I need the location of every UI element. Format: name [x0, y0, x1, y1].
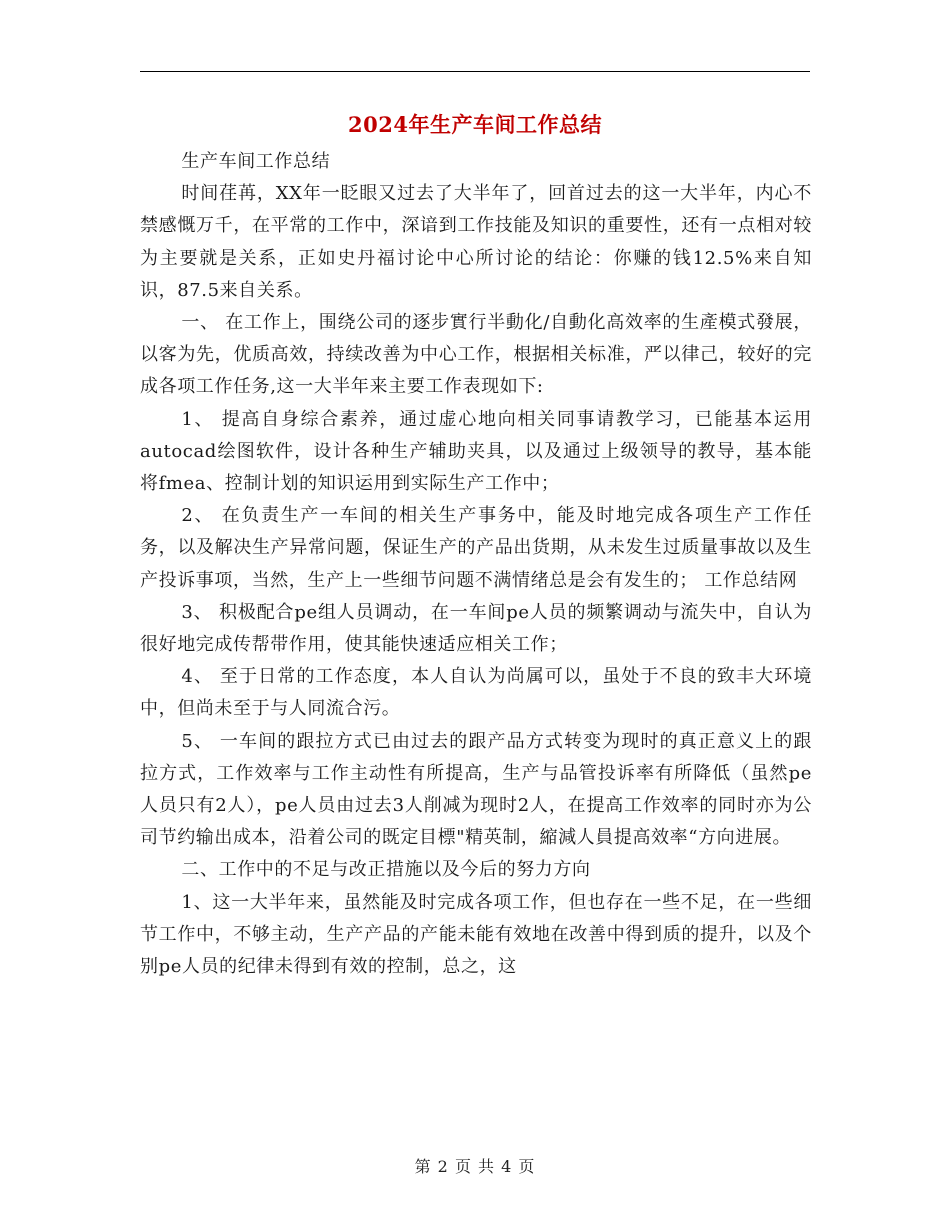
page-number-footer: 第 2 页 共 4 页 — [414, 1157, 536, 1176]
paragraph-item-3: 3、 积极配合pe组人员调动，在一车间pe人员的频繁调动与流失中，自认为很好地完成传帮带作用，使其能快速适应相关工作； — [140, 601, 812, 656]
document-title: 2024年生产车间工作总结 — [348, 112, 602, 137]
paragraph-subtitle: 生产车间工作总结 — [181, 151, 331, 172]
header-rule — [140, 71, 810, 72]
paragraph-item-1: 1、 提高自身综合素养，通过虚心地向相关同事请教学习，已能基本运用autocad绘图软件，设计各种生产辅助夹具，以及通过上级领导的教导，基本能将fmea、控制计划的知识运用到实际生产工作中； — [140, 408, 812, 495]
paragraph-section-one: 一、 在工作上，围绕公司的逐步實行半動化/自動化高效率的生產模式發展，以客为先，优质高效，持续改善为中心工作，根据相关标准，严以律己，较好的完成各项工作任务,这一大半年来主要工作表现如下: — [140, 312, 812, 398]
paragraph-section-two-item-1: 1、这一大半年来，虽然能及时完成各项工作，但也存在一些不足，在一些细节工作中，不够主动，生产产品的产能未能有效地在改善中得到质的提升，以及个别pe人员的纪律未得到有效的控制，总之，这 — [140, 891, 812, 978]
paragraph-item-5: 5、 一车间的跟拉方式已由过去的跟产品方式转变为现时的真正意义上的跟拉方式，工作效率与工作主动性有所提高，生产与品管投诉率有所降低（虽然pe人员只有2人），pe人员由过去3人削减为现时2人，在提高工作效率的同时亦为公司节约输出成本，沿着公司的既定目標"精英制，縮減人員提高效率“方向进展。 — [140, 730, 812, 849]
paragraph-intro: 时间荏苒，XX年一眨眼又过去了大半年了，回首过去的这一大半年，内心不禁感慨万千，在平常的工作中，深谙到工作技能及知识的重要性，还有一点相对较为主要就是关系，正如史丹福讨论中心所讨论的结论：你赚的钱12.5%来自知识，87.5来自关系。 — [140, 183, 812, 301]
paragraph-section-two: 二、工作中的不足与改正措施以及今后的努力方向 — [181, 859, 591, 881]
paragraph-item-4: 4、 至于日常的工作态度，本人自认为尚属可以，虽处于不良的致丰大环境中，但尚未至于与人同流合污。 — [140, 666, 812, 720]
document-body — [140, 146, 812, 983]
paragraph-item-2: 2、 在负责生产一车间的相关生产事务中，能及时地完成各项生产工作任务，以及解决生产异常问题，保证生产的产品出货期，从未发生过质量事故以及生产投诉事项，当然，生产上一些细节问题不满情绪总是会有发生的； 工作总结网 — [140, 505, 812, 591]
